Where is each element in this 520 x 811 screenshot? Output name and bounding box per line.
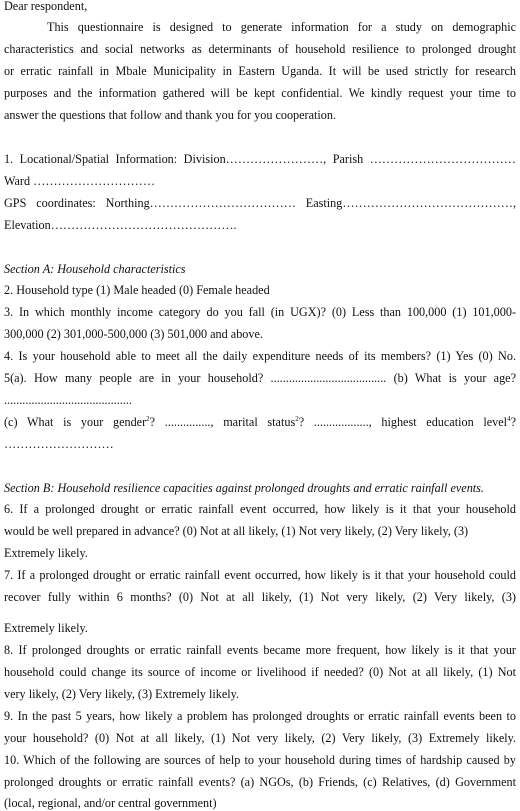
question-line: 3. In which monthly income category do you fall (in UGX)? (0) Less than 100,000 (1) 101,000- <box>4 305 516 319</box>
footnote-marker: 2 <box>295 414 299 423</box>
q5c-end: ? <box>510 415 516 429</box>
question-line: Extremely likely. <box>4 621 88 635</box>
question-line: ……………………… <box>4 437 114 451</box>
question-line: 10. Which of the following are sources of help to your household during times of hardship caused by <box>4 753 516 767</box>
question-line: (local, regional, and/or central government) <box>4 796 217 810</box>
section-b-heading: Section B: Household resilience capacities against prolonged droughts and erratic rainfall events. <box>4 481 484 495</box>
question-line: 4. Is your household able to meet all the daily expenditure needs of its members? (1) Yes (0) No. <box>4 349 516 363</box>
intro-line: answer the questions that follow and thank you for you cooperation. <box>4 108 337 122</box>
question-line: .......................................... <box>4 393 132 407</box>
q5c-gender-label: (c) What is your gender <box>4 415 147 429</box>
question-line: prolonged droughts or erratic rainfall events? (a) NGOs, (b) Friends, (c) Relatives, (d) Government <box>4 775 516 789</box>
question-line: 300,000 (2) 301,000-500,000 (3) 501,000 and above. <box>4 327 263 341</box>
footnote-marker: 4 <box>507 414 511 423</box>
question-line: Extremely likely. <box>4 546 88 560</box>
question-line: 6. If a prolonged drought or erratic rainfall event occurred, how likely is it that your household <box>4 502 516 516</box>
q1-location-line: 1. Locational/Spatial Information: Division……………………, Parish ……………………………… <box>4 152 516 166</box>
question-line: your household? (0) Not at all likely, (1) Not very likely, (2) Very likely, (3) Extremely likely. <box>4 731 516 745</box>
q1-ward-line: Ward ………………………… <box>4 174 156 188</box>
question-line: 9. In the past 5 years, how likely a problem has prolonged droughts or erratic rainfall events been to <box>4 709 516 723</box>
footnote-marker: 2 <box>146 414 150 423</box>
intro-line: characteristics and social networks as determinants of household resilience to prolonged drought <box>4 42 516 56</box>
q5c-education-label: ? .................., highest education level <box>298 415 508 429</box>
intro-line: purposes and the information gathered will be kept confidential. We kindly request your time to <box>4 86 516 100</box>
intro-line: This questionnaire is designed to generate information for a study on demographic <box>47 20 516 34</box>
question-line: very likely, (2) Very likely, (3) Extremely likely. <box>4 687 239 701</box>
section-a-heading: Section A: Household characteristics <box>4 262 186 276</box>
question-line: 7. If a prolonged drought or erratic rainfall event occurred, how likely is it that your household could <box>4 568 516 582</box>
q1-gps-line: GPS coordinates: Northing……………………………… Easting……………………………………, <box>4 196 516 210</box>
question-line: household could change its source of income or livelihood if needed? (0) Not at all likely, (1) Not <box>4 665 516 679</box>
q5c-line <box>4 414 516 430</box>
question-line: 8. If prolonged droughts or erratic rainfall events became more frequent, how likely is it that your <box>4 643 516 657</box>
question-line: 2. Household type (1) Male headed (0) Female headed <box>4 283 270 297</box>
greeting: Dear respondent, <box>4 0 88 13</box>
intro-line: or erratic rainfall in Mbale Municipality in Eastern Uganda. It will be used strictly for research <box>4 64 516 78</box>
q1-elevation-line: Elevation………………………………………. <box>4 218 237 232</box>
question-line: would be well prepared in advance? (0) Not at all likely, (1) Not very likely, (2) Very likely, (3) <box>4 524 469 538</box>
q5c-marital-label: ? ..............., marital status <box>149 415 296 429</box>
question-line: recover fully within 6 months? (0) Not at all likely, (1) Not very likely, (2) Very likely, (3) <box>4 590 516 604</box>
question-line: 5(a). How many people are in your household? ...................................... (b) What is your age? <box>4 371 516 385</box>
